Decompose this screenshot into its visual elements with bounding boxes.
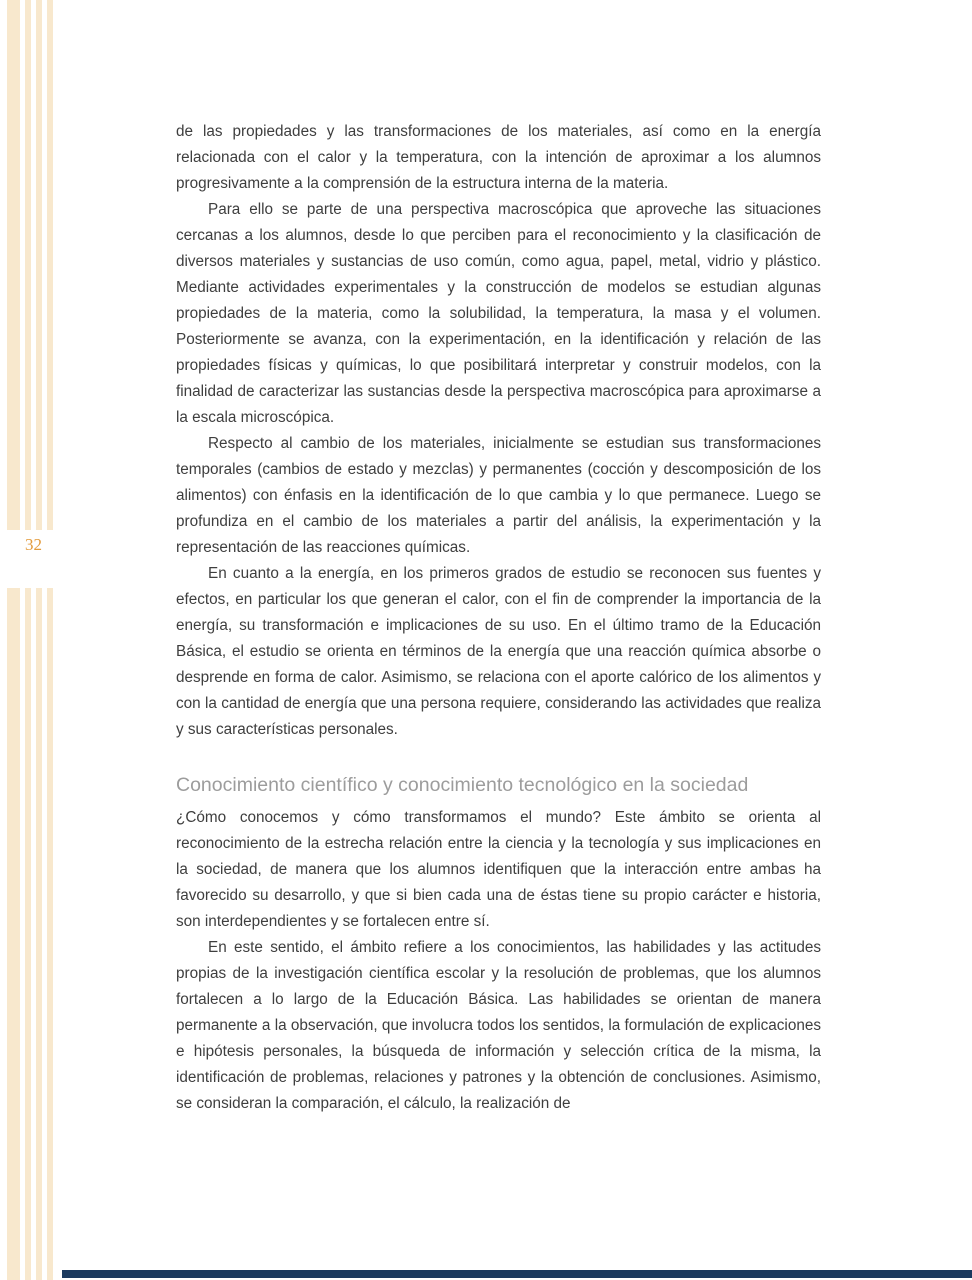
body-paragraph: En cuanto a la energía, en los primeros grados de estudio se reconocen sus fuentes y efectos, en particular los que generan el calor, con el fin de comprender la importancia de la energía, su transformación e implicaciones de su uso. En el último tramo de la Educación Básica, el estudio se orienta en términos de la energía que una reacción química absorbe o desprende en forma de calor. Asimismo, se relaciona con el aporte calórico de los alimentos y con la cantidad de energía que una persona requiere, considerando las actividades que realiza y sus características personales. <box>176 565 821 738</box>
body-paragraph: Para ello se parte de una perspectiva macroscópica que aproveche las situaciones cercanas a los alumnos, desde lo que perciben para el reconocimiento y la clasificación de diversos materiales y sustancias de uso común, como agua, papel, metal, vidrio y plástico. Mediante actividades experimentales y la construcción de modelos se estudian algunas propiedades de la materia, como la solubilidad, la temperatura, la masa y el volumen. Posteriormente se avanza, con la experimentación, en la identificación y relación de las propiedades físicas y químicas, lo que posibilitará interpretar y construir modelos, con la finalidad de caracterizar las sustancias desde la perspectiva macroscópica para aproximarse a la escala microscópica. <box>176 201 821 426</box>
page-number: 32 <box>25 535 42 554</box>
decorative-stripes-bottom <box>7 588 59 1280</box>
body-paragraph: Respecto al cambio de los materiales, inicialmente se estudian sus transformaciones temporales (cambios de estado y mezclas) y permanentes (cocción y descomposición de los alimentos) con énfasis en la identificación de lo que cambia y lo que permanece. Luego se profundiza en el cambio de los materiales a partir del análisis, la experimentación y la representación de las reacciones químicas. <box>176 435 821 556</box>
decorative-stripes-top <box>7 0 59 530</box>
body-paragraph: En este sentido, el ámbito refiere a los conocimientos, las habilidades y las actitudes propias de la investigación científica escolar y la resolución de problemas, que los alumnos fortalecen a lo largo de la Educación Básica. Las habilidades se orientan de manera permanente a la observación, que involucra todos los sentidos, la formulación de explicaciones e hipótesis personales, la búsqueda de información y selección crítica de la misma, la identificación de problemas, relaciones y patrones y la obtención de conclusiones. Asimismo, se consideran la comparación, el cálculo, la realización de <box>176 939 821 1112</box>
body-paragraph: de las propiedades y las transformaciones de los materiales, así como en la energía relacionada con el calor y la temperatura, con la intención de aproximar a los alumnos progresivamente a la comprensión de la estructura interna de la materia. <box>176 123 821 192</box>
section-heading: Conocimiento científico y conocimiento tecnológico en la sociedad <box>176 774 749 796</box>
footer-accent-bar <box>62 1270 972 1278</box>
body-paragraph: ¿Cómo conocemos y cómo transformamos el mundo? Este ámbito se orienta al reconocimiento de la estrecha relación entre la ciencia y la tecnología y sus implicaciones en la sociedad, de manera que los alumnos identifiquen que la interacción entre ambas ha favorecido su desarrollo, y que si bien cada una de éstas tiene su propio carácter e historia, son interdependientes y se fortalecen entre sí. <box>176 809 821 930</box>
text-column <box>176 119 821 1117</box>
